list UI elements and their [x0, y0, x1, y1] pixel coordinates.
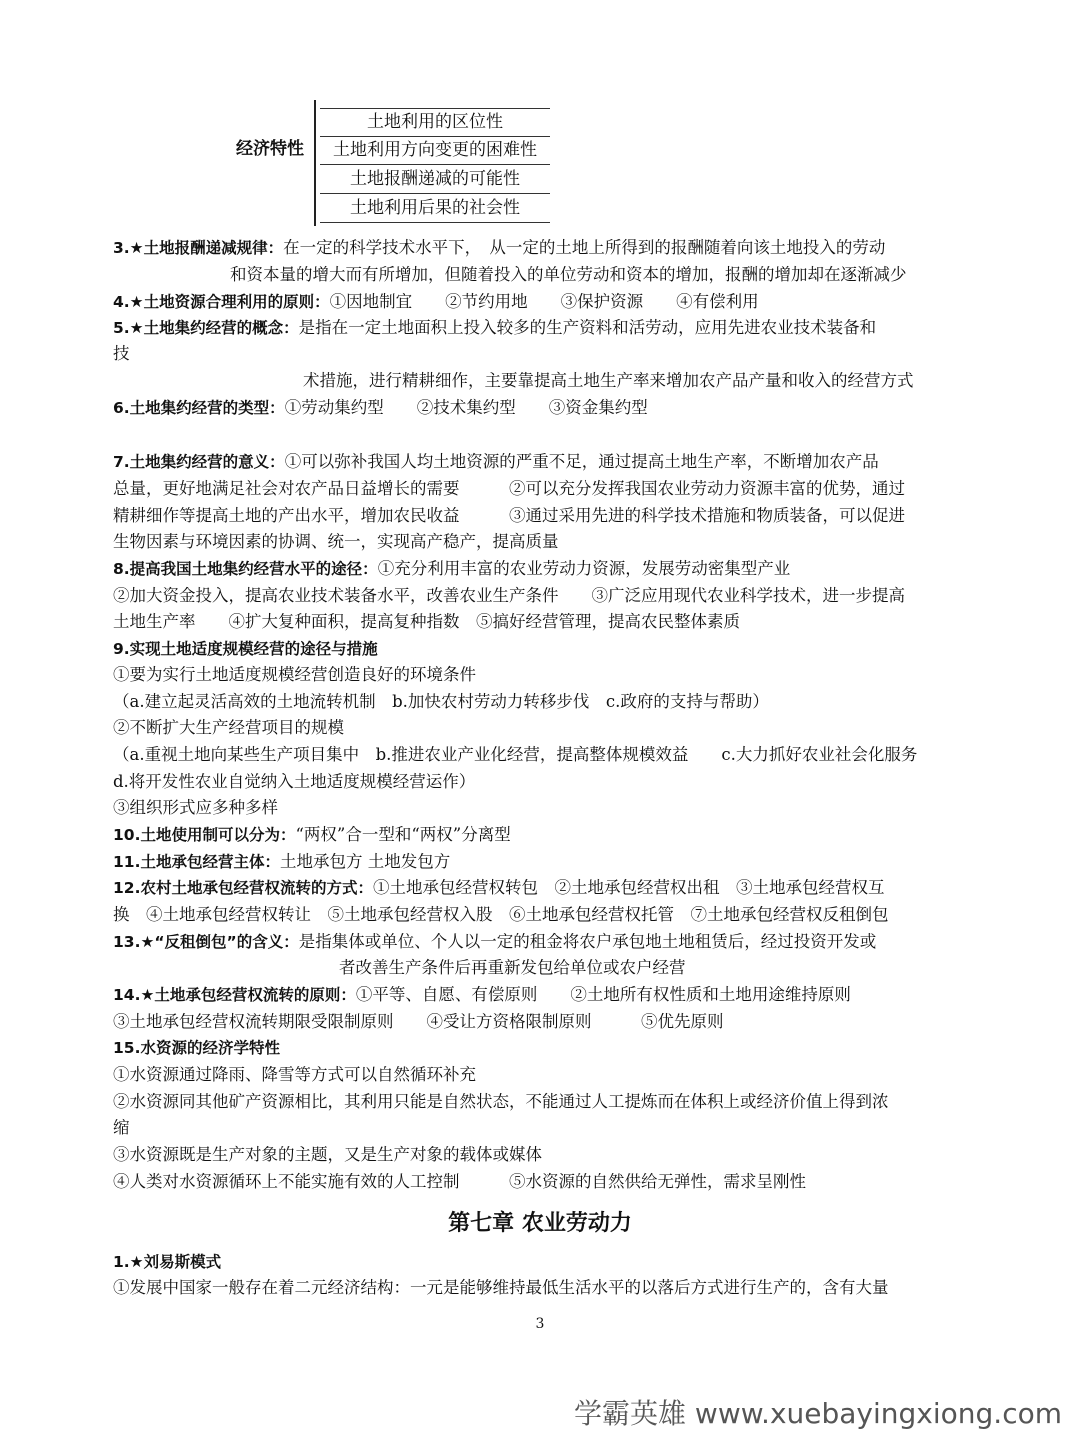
item-9-line: ①要为实行土地适度规模经营创造良好的环境条件: [113, 665, 476, 684]
item-title: 5.★土地集约经营的概念：: [113, 319, 299, 337]
item-title: 3.★土地报酬递减规律：: [113, 239, 284, 257]
item-9-line: （a.重视土地向某些生产项目集中 b.推进农业产业化经营，提高整体规模效益 c.大力抓好农业社会化服务: [113, 745, 918, 764]
item-text: ①充分利用丰富的农业劳动力资源，发展劳动密集型产业: [377, 559, 791, 578]
brace-line: [314, 100, 319, 226]
item-4: [113, 290, 759, 314]
item-text: 是指集体或单位、个人以一定的租金将农户承包地土地租赁后，经过投资开发或: [298, 932, 877, 951]
item-title: 11.土地承包经营主体：: [113, 853, 280, 871]
item-8: [113, 557, 790, 581]
item-text: ①平等、自愿、有偿原则 ②土地所有权性质和土地用途维持原则: [355, 985, 851, 1004]
item-5-cont: 技: [113, 344, 130, 363]
brace-label: 经济特性: [236, 139, 304, 159]
item-9-line: d.将开发性农业自觉纳入土地适度规模经营运作）: [113, 772, 476, 791]
item-13: [113, 930, 876, 954]
item-5: [113, 316, 876, 340]
item-text: 是指在一定土地面积上投入较多的生产资料和活劳动，应用先进农业技术装备和: [298, 318, 877, 337]
item-title: 13.★“反租倒包”的含义：: [113, 933, 299, 951]
item-10: [113, 823, 511, 847]
brace-item: 土地利用方向变更的困难性: [320, 137, 550, 165]
item-15-line: ③水资源既是生产对象的主题，又是生产对象的载体或媒体: [113, 1145, 542, 1164]
item-13-cont: 者改善生产条件后再重新发包给单位或农户经营: [339, 958, 686, 977]
page-number: 3: [535, 1316, 545, 1332]
item-12-cont: 换 ④土地承包经营权转让 ⑤土地承包经营权入股 ⑥土地承包经营权托管 ⑦土地承包经营权反租倒包: [113, 905, 889, 924]
item-14-cont: ③土地承包经营权流转期限受限制原则 ④受让方资格限制原则 ⑤优先原则: [113, 1012, 724, 1031]
item-text: 在一定的科学技术水平下， 从一定的土地上所得到的报酬随着向该土地投入的劳动: [283, 238, 886, 257]
item-title: 6.土地集约经营的类型：: [113, 399, 285, 417]
item-text: ①劳动集约型 ②技术集约型 ③资金集约型: [284, 398, 648, 417]
item-title: 10.土地使用制可以分为：: [113, 826, 296, 844]
item-text: 土地承包方 土地发包方: [279, 852, 451, 871]
item-7-cont: 精耕细作等提高土地的产出水平，增加农民收益 ③通过采用先进的科学技术措施和物质装备，可以促进: [113, 506, 905, 525]
chapter-item-1-text: ①发展中国家一般存在着二元经济结构：一元是能够维持最低生活水平的以落后方式进行生产的，含有大量: [113, 1278, 889, 1297]
site-watermark: 学霸英雄 www.xuebayingxiong.com: [574, 1397, 1062, 1430]
chapter-item-1-title: 1.★刘易斯模式: [113, 1253, 222, 1271]
item-9-line: ③组织形式应多种多样: [113, 798, 278, 817]
brace-item: 土地报酬递减的可能性: [320, 166, 550, 194]
item-7-cont: 总量，更好地满足社会对农产品日益增长的需要 ②可以充分发挥我国农业劳动力资源丰富的优势，通过: [113, 479, 905, 498]
item-3-cont: 和资本量的增大而有所增加，但随着投入的单位劳动和资本的增加，报酬的增加却在逐渐减少: [230, 265, 907, 284]
item-15-line: ①水资源通过降雨、降雪等方式可以自然循环补充: [113, 1065, 476, 1084]
brace-item: 土地利用的区位性: [320, 108, 550, 137]
item-text: ①土地承包经营权转包 ②土地承包经营权出租 ③土地承包经营权互: [372, 878, 885, 897]
item-12: [113, 876, 884, 900]
item-title: 4.★土地资源合理利用的原则：: [113, 293, 330, 311]
economic-features-brace: [236, 98, 566, 230]
item-8-cont: ②加大资金投入，提高农业技术装备水平，改善农业生产条件 ③广泛应用现代农业科学技术，进一步提高: [113, 586, 905, 605]
item-text: “两权”合一型和“两权”分离型: [295, 825, 511, 844]
item-text: ①因地制宜 ②节约用地 ③保护资源 ④有偿利用: [329, 292, 759, 311]
item-9-line: （a.建立起灵活高效的土地流转机制 b.加快农村劳动力转移步伐 c.政府的支持与帮助）: [113, 692, 769, 711]
item-text: ①可以弥补我国人均土地资源的严重不足，通过提高土地生产率，不断增加农产品: [284, 452, 879, 471]
item-14: [113, 983, 851, 1007]
chapter-title: 第七章 农业劳动力: [448, 1211, 632, 1236]
item-9-line: ②不断扩大生产经营项目的规模: [113, 718, 344, 737]
item-6: [113, 396, 648, 420]
item-7: [113, 450, 879, 474]
item-title: 8.提高我国土地集约经营水平的途径：: [113, 560, 378, 578]
item-title: 7.土地集约经营的意义：: [113, 453, 285, 471]
item-9-title: 9.实现土地适度规模经营的途径与措施: [113, 640, 378, 658]
item-7-cont: 生物因素与环境因素的协调、统一，实现高产稳产，提高质量: [113, 532, 559, 551]
item-5-cont2: 术措施，进行精耕细作，主要靠提高土地生产率来增加农产品产量和收入的经营方式: [303, 371, 914, 390]
item-title: 12.农村土地承包经营权流转的方式：: [113, 879, 373, 897]
item-8-cont: 土地生产率 ④扩大复种面积，提高复种指数 ⑤搞好经营管理，提高农民整体素质: [113, 612, 740, 631]
item-15-line: ②水资源同其他矿产资源相比，其利用只能是自然状态，不能通过人工提炼而在体积上或经济价值上得到浓: [113, 1092, 889, 1111]
item-15-title: 15.水资源的经济学特性: [113, 1039, 280, 1057]
item-3: [113, 236, 885, 260]
item-title: 14.★土地承包经营权流转的原则：: [113, 986, 356, 1004]
item-11: [113, 850, 450, 874]
item-15-line: ④人类对水资源循环上不能实施有效的人工控制 ⑤水资源的自然供给无弹性，需求呈刚性: [113, 1172, 806, 1191]
brace-item: 土地利用后果的社会性: [320, 195, 550, 223]
item-15-line: 缩: [113, 1118, 130, 1137]
